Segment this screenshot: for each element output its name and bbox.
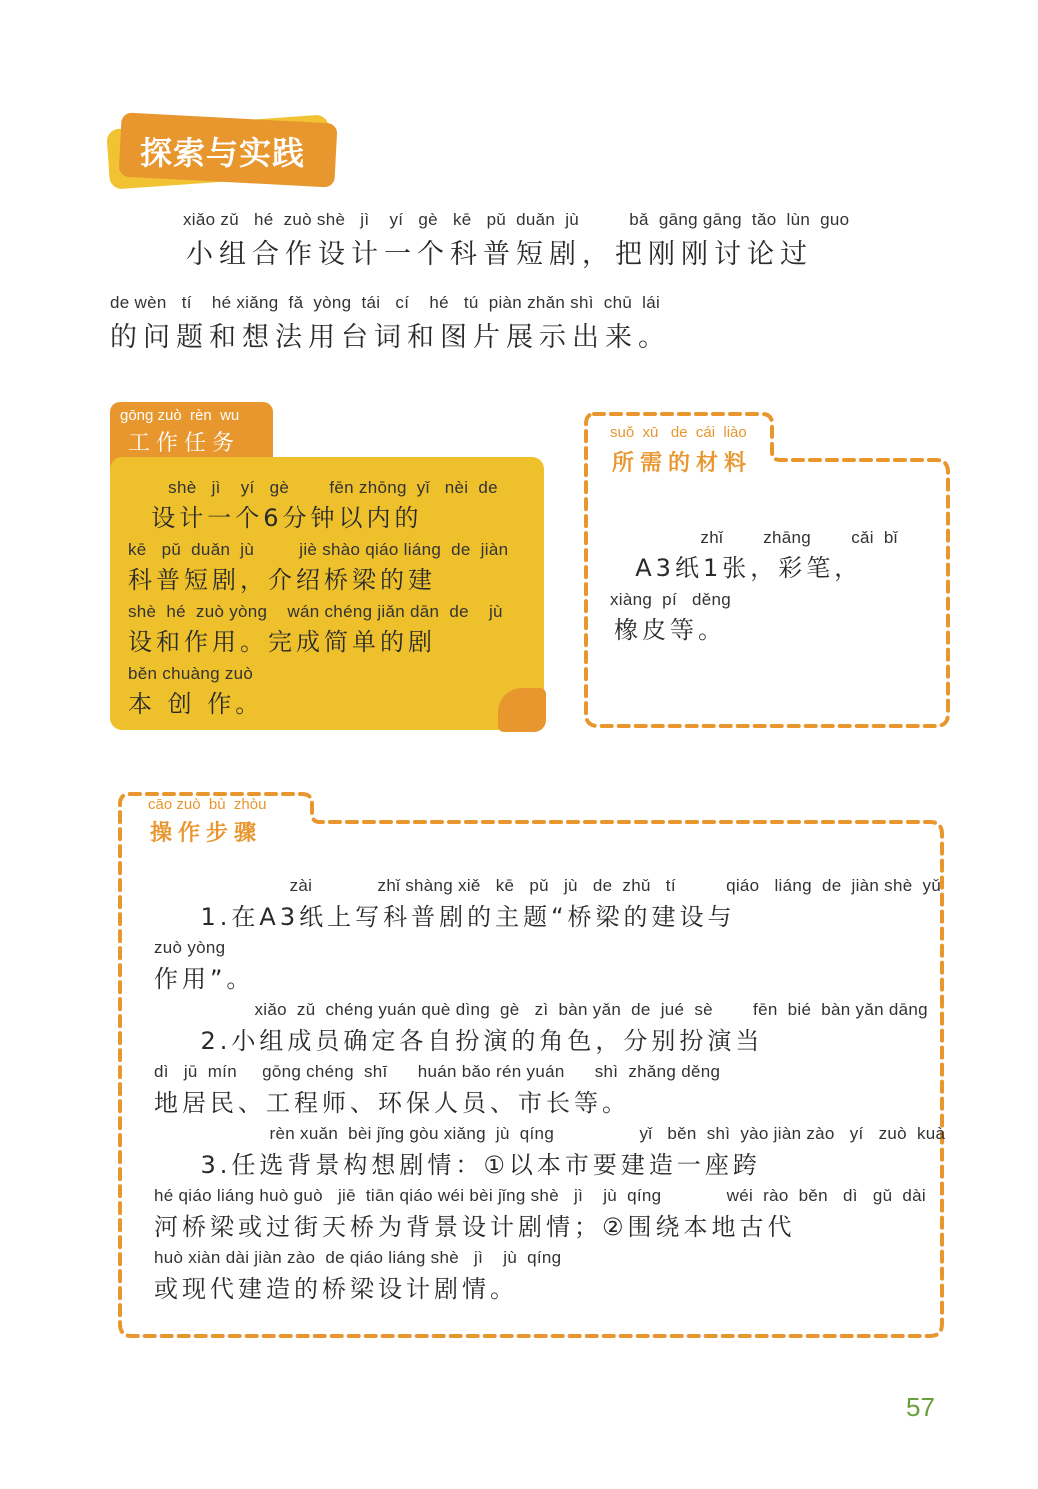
step-line-4: 地居民、工程师、环保人员、市长等。 (154, 1089, 630, 1117)
task-pinyin-3: shè hé zuò yòng wán chéng jiǎn dān de jù (128, 602, 503, 621)
task-card-decoration (498, 688, 546, 732)
task-pinyin-1: shè jì yí gè fēn zhōng yǐ nèi de (128, 478, 498, 497)
intro-pinyin-2: de wèn tí hé xiǎng fǎ yòng tái cí hé tú piàn zhǎn shì chū lái (110, 293, 661, 312)
step-pinyin-4: dì jū mín gōng chéng shī huán bǎo rén yuán shì zhǎng děng (154, 1062, 721, 1081)
section-title: 探索与实践 (140, 134, 306, 172)
step-pinyin-7: huò xiàn dài jiàn zào de qiáo liáng shè jì jù qíng (154, 1248, 562, 1267)
step-pinyin-3: xiǎo zǔ chéng yuán què dìng gè zì bàn yǎn de jué sè fēn bié bàn yǎn dāng (154, 1000, 928, 1019)
task-label: 工作任务 (128, 431, 241, 456)
materials-line-1: A3纸1张，彩笔， (612, 554, 863, 582)
steps-label-pinyin: cāo zuò bù zhòu (148, 796, 267, 813)
task-pinyin-4: běn chuàng zuò (128, 664, 254, 683)
step-line-1: 1.在A3纸上写科普剧的主题“桥梁的建设与 (154, 903, 736, 931)
materials-pinyin-2: xiàng pí děng (610, 590, 732, 609)
step-pinyin-6: hé qiáo liáng huò guò jiē tiān qiáo wéi bèi jǐng shè jì jù qíng wéi rào běn dì gǔ dài (154, 1186, 926, 1205)
task-line-4: 本 创 作。 (128, 690, 264, 718)
steps-label: 操作步骤 (150, 821, 263, 846)
task-line-1: 设计一个6分钟以内的 (128, 504, 423, 532)
materials-line-2: 橡皮等。 (614, 616, 726, 644)
step-pinyin-2: zuò yòng (154, 938, 226, 957)
step-line-2: 作用”。 (154, 965, 255, 993)
materials-label-pinyin: suǒ xū de cái liào (610, 424, 747, 441)
task-line-2: 科普短剧，介绍桥梁的建 (128, 566, 436, 594)
step-line-6: 河桥梁或过街天桥为背景设计剧情；②围绕本地古代 (154, 1213, 796, 1241)
materials-pinyin-1: zhǐ zhāng cǎi bǐ (610, 528, 898, 547)
materials-label: 所需的材料 (612, 451, 753, 476)
intro-line-2: 的问题和想法用台词和图片展示出来。 (110, 322, 671, 353)
step-line-3: 2.小组成员确定各自扮演的角色，分别扮演当 (154, 1027, 764, 1055)
intro-pinyin-1: xiǎo zǔ hé zuò shè jì yí gè kē pǔ duǎn jù bǎ gāng gāng tǎo lùn guo (183, 210, 850, 229)
step-line-7: 或现代建造的桥梁设计剧情。 (154, 1275, 518, 1303)
task-pinyin-2: kē pǔ duǎn jù jiè shào qiáo liáng de jiàn (128, 540, 509, 559)
step-line-5: 3.任选背景构想剧情：①以本市要建造一座跨 (154, 1151, 761, 1179)
step-pinyin-1: zài zhǐ shàng xiě kē pǔ jù de zhǔ tí qiáo liáng de jiàn shè yǔ (154, 876, 942, 895)
intro-line-1: 小组合作设计一个科普短剧，把刚刚讨论过 (186, 239, 813, 270)
task-label-pinyin: gōng zuò rèn wu (120, 407, 240, 424)
page-number: 57 (906, 1392, 935, 1422)
step-pinyin-5: rèn xuǎn bèi jǐng gòu xiǎng jù qíng yǐ běn shì yào jiàn zào yí zuò kuà (154, 1124, 946, 1143)
task-line-3: 设和作用。完成简单的剧 (128, 628, 436, 656)
